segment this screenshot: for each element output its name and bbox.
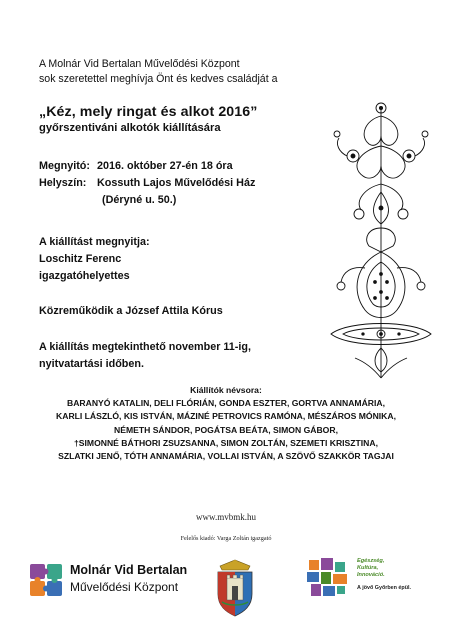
mvbmk-logo[interactable] <box>28 562 208 602</box>
opener-name: Loschitz Ferenc <box>39 253 122 265</box>
folk-motif-illustration <box>325 96 437 380</box>
opener-info <box>39 234 150 285</box>
visit-info <box>39 339 251 373</box>
exhibitors-line: †SIMONNÉ BÁTHORI ZSUZSANNA, SIMON ZOLTÁN, SZEMETI KRISZTINA, <box>74 437 378 448</box>
slogan-line: Kultúra, <box>357 565 379 571</box>
logo-name-line-1: Molnár Vid Bertalan <box>70 563 188 577</box>
event-title: „Kéz, mely ringat és alkot 2016” <box>39 104 258 120</box>
visit-line-1: A kiállítás megtekinthető november 11-ig, <box>39 341 251 353</box>
exhibitors-list <box>30 384 422 463</box>
slogan-line: Egészség, <box>357 558 385 564</box>
opening-date: 2016. október 27-én 18 óra <box>97 160 233 172</box>
slogan-line: Innováció. <box>357 572 385 578</box>
opening-info <box>39 158 255 209</box>
responsible-publisher: Felelős kiadó: Varga Zoltán igazgató <box>180 535 272 542</box>
venue-address: (Déryné u. 50.) <box>102 194 177 206</box>
opener-intro: A kiállítást megnyitja: <box>39 236 150 248</box>
venue-label: Helyszín: <box>39 177 87 189</box>
venue-name: Kossuth Lajos Művelődési Ház <box>97 177 256 189</box>
slogan-text <box>357 558 385 579</box>
opener-role: igazgatóhelyettes <box>39 270 130 282</box>
opening-label: Megnyitó: <box>39 160 90 172</box>
exhibitors-line: SZLATKI JENŐ, TÓTH ANNAMÁRIA, VOLLAI ISTVÁN, A SZÖVŐ SZAKKÖR TAGJAI <box>58 451 394 462</box>
exhibitors-line: NÉMETH SÁNDOR, POGÁTSA BEÁTA, SIMON GÁBOR, <box>114 424 338 435</box>
puzzle-logo-icon <box>28 562 64 600</box>
exhibitors-line: KARLI LÁSZLÓ, KIS ISTVÁN, MÁZINÉ PETROVICS RAMÓNA, MÉSZÁROS MÓNIKA, <box>56 411 396 422</box>
exhibitors-line: BARANYÓ KATALIN, DELI FLÓRIÁN, GONDA ESZTER, GORTVA ANNAMÁRIA, <box>67 398 385 409</box>
visit-line-2: nyitvatartási időben. <box>39 358 144 370</box>
invitation-intro <box>39 57 277 87</box>
logo-name-line-2: Művelődési Központ <box>70 580 179 594</box>
website-link[interactable]: www.mvbmk.hu <box>196 512 256 522</box>
gyor-coat-of-arms-icon <box>212 556 258 618</box>
exhibitors-heading: Kiállítók névsora: <box>190 385 262 395</box>
invitation-line-1: A Molnár Vid Bertalan Művelődési Központ <box>39 58 240 70</box>
city-slogan-logo[interactable] <box>305 556 425 600</box>
invitation-line-2: sok szeretettel meghívja Önt és kedves családját a <box>39 73 278 85</box>
event-subtitle: győrszentiváni alkotók kiállítására <box>39 122 221 134</box>
puzzle-blocks-icon <box>305 556 351 600</box>
slogan-tagline: A jövő Győrben épül. <box>357 585 412 591</box>
choir-info: Közreműködik a József Attila Kórus <box>39 305 223 317</box>
